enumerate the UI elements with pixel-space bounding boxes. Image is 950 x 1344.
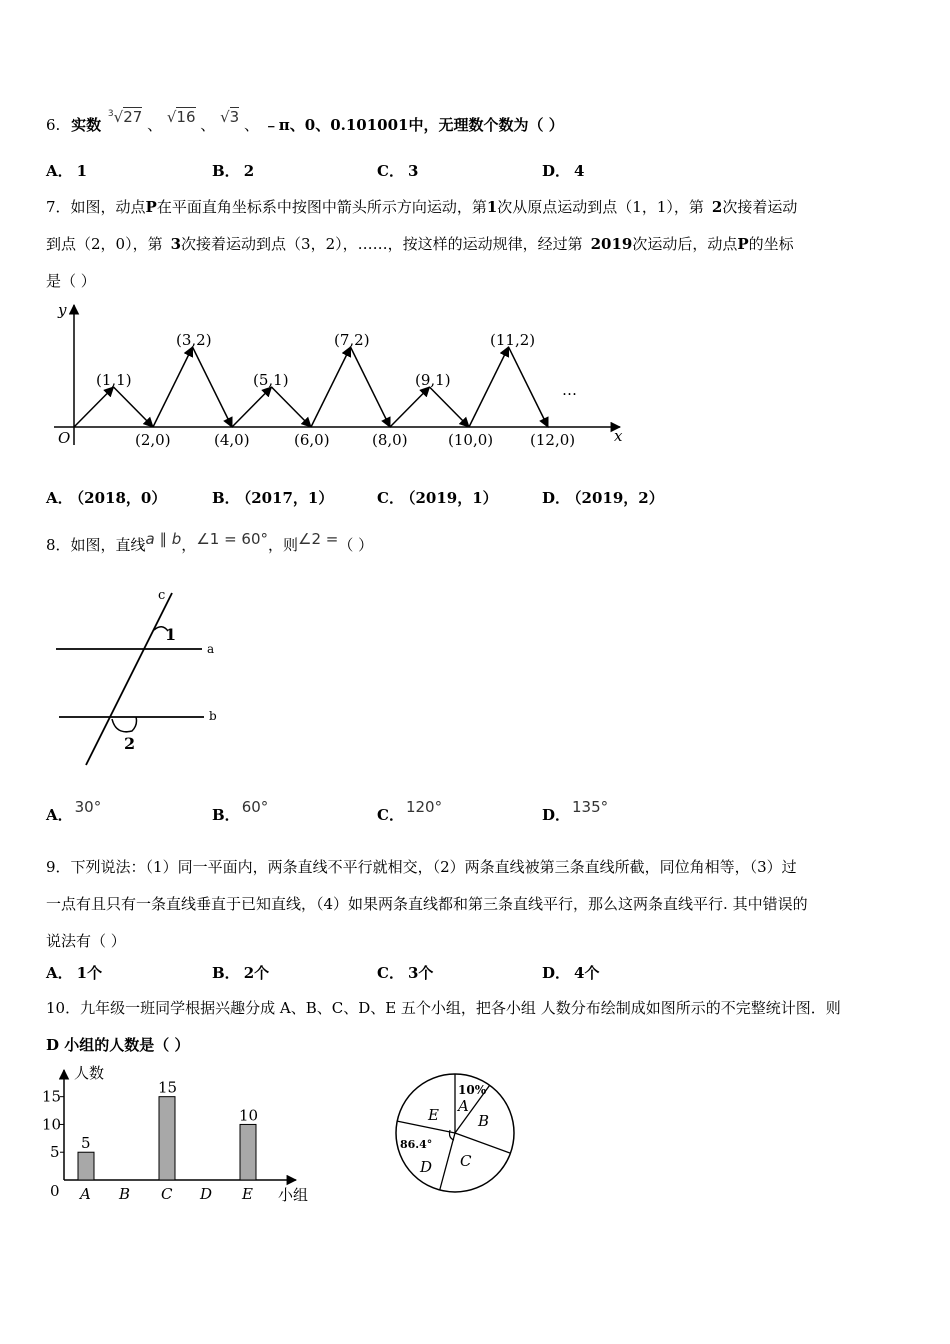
q7-option-b[interactable]: B． （2017，1） <box>212 489 334 507</box>
bar-category-label: B <box>119 1185 131 1203</box>
q8-label-a: a <box>207 642 215 656</box>
q6-sep-1: 、 <box>147 116 163 134</box>
q7-peak-label: (9,1) <box>415 371 451 389</box>
q7-graph <box>40 295 630 460</box>
q6-option-b[interactable]: B． 2 <box>212 162 255 180</box>
q7-line-2: 到点（2，0），第 3次接着运动到点（3，2），……，按这样的运动规律，经过第 2019次运动后，动点P的坐标 <box>46 235 794 253</box>
q7-path-segment <box>311 347 351 427</box>
q7-tick-label: (4,0) <box>214 431 250 449</box>
q6-stem <box>46 108 564 135</box>
q7-path-segment <box>351 347 391 427</box>
bar-data-label: 10 <box>239 1106 259 1125</box>
q9-option-a[interactable]: A． 1个 <box>46 964 103 982</box>
q7-path-segment <box>272 387 312 427</box>
bar-category-label: E <box>242 1185 253 1203</box>
q8-option-a[interactable]: A． 30° <box>46 798 102 824</box>
q7-path-segment <box>469 347 509 427</box>
q7-option-a[interactable]: A． （2018，0） <box>46 489 167 507</box>
q9-option-c[interactable]: C． 3个 <box>377 964 434 982</box>
bar-c <box>159 1097 175 1180</box>
q7-line-3: 是（ ） <box>46 272 96 290</box>
q10-bar-chart <box>40 1062 320 1212</box>
q7-path <box>74 347 548 427</box>
q9-line-1: 9．下列说法：（1）同一平面内，两条直线不平行就相交，（2）两条直线被第三条直线所截，同位角相等，（3）过 <box>46 858 797 876</box>
q6-suffix: 中，无理数个数为（ ） <box>408 116 564 134</box>
q8-option-c[interactable]: C． 120° <box>377 798 443 824</box>
q7-x-label: x <box>614 427 623 445</box>
q10-line-2: D 小组的人数是（ ） <box>46 1036 190 1054</box>
bar-y-tick-label: 5 <box>50 1143 60 1162</box>
pie-label-e: E <box>428 1106 439 1124</box>
q8-angle-2-arc <box>112 717 137 732</box>
q7-path-segment <box>232 387 272 427</box>
q7-path-segment <box>430 387 470 427</box>
q8-label-b: b <box>209 709 217 723</box>
q6-option-c[interactable]: C． 3 <box>377 162 419 180</box>
q10-line-1: 10．九年级一班同学根据兴趣分成 A、B、C、D、E 五个小组，把各小组 人数分布绘制成如图所示的不完整统计图．则 <box>46 999 841 1017</box>
q7-path-segment <box>509 347 549 427</box>
q8-label-c: c <box>158 588 166 603</box>
q7-path-segment <box>74 387 114 427</box>
q8-option-d[interactable]: D． 135° <box>542 798 609 824</box>
q7-option-d[interactable]: D． （2019，2） <box>542 489 664 507</box>
bar-y-label: 人数 <box>74 1064 105 1082</box>
q9-option-d[interactable]: D． 4个 <box>542 964 600 982</box>
q7-peak-label: (3,2) <box>176 331 212 349</box>
q7-ellipsis: … <box>562 381 577 399</box>
q7-path-segment <box>193 347 233 427</box>
q6-option-a[interactable]: A． 1 <box>46 162 88 180</box>
pie-label-d: D <box>420 1158 433 1176</box>
q10-pie-chart <box>390 1068 522 1198</box>
q7-peak-label: (7,2) <box>334 331 370 349</box>
q7-y-label: y <box>58 301 67 319</box>
q6-sep-3: 、 <box>243 116 259 134</box>
pie-label-c: C <box>460 1152 472 1170</box>
q8-math-angle2: ∠2 = <box>298 530 339 548</box>
bar-y-tick-label: 0 <box>50 1182 60 1200</box>
q7-tick-label: (8,0) <box>372 431 408 449</box>
q8-figure <box>44 585 234 775</box>
pie-label-a: A <box>458 1097 469 1115</box>
q8-label-angle2: 2 <box>124 734 136 753</box>
q7-option-c[interactable]: C． （2019，1） <box>377 489 498 507</box>
pie-label-b: B <box>478 1112 490 1130</box>
q6-option-d[interactable]: D． 4 <box>542 162 585 180</box>
pie-annotation-d: 86.4° <box>400 1138 433 1151</box>
q7-tick-label: (2,0) <box>135 431 171 449</box>
q7-tick-label: (10,0) <box>448 431 494 449</box>
q7-path-segment <box>114 387 154 427</box>
q8-math-angle1: ∠1 = 60° <box>196 530 268 548</box>
q6-root-index: 3 <box>107 109 114 119</box>
q7-path-segment <box>153 347 193 427</box>
q7-tick-label: (6,0) <box>294 431 330 449</box>
q8-label-angle1: 1 <box>165 625 177 644</box>
bar-a <box>78 1152 94 1180</box>
q6-root-16: √16 <box>166 108 196 126</box>
q8-stem: 8．如图，直线a ∥ b，∠1 = 60°，则∠2 =（ ） <box>46 530 374 554</box>
q7-tick-label: (12,0) <box>530 431 576 449</box>
q6-prefix: 实数 <box>71 116 102 134</box>
bar-x-label: 小组 <box>278 1186 309 1204</box>
q7-origin-label: O <box>58 429 71 447</box>
q9-option-b[interactable]: B． 2个 <box>212 964 270 982</box>
q9-line-2: 一点有且只有一条直线垂直于已知直线，（4）如果两条直线都和第三条直线平行，那么这两条直线平行. 其中错误的 <box>46 895 808 913</box>
q8-option-b[interactable]: B． 60° <box>212 798 269 824</box>
q7-path-segment <box>390 387 430 427</box>
bar-y-tick-label: 10 <box>42 1115 62 1134</box>
bar-y-tick-label: 15 <box>42 1087 62 1106</box>
q7-line-1: 7．如图，动点P在平面直角坐标系中按图中箭头所示方向运动，第1次从原点运动到点（1，1），第 2次接着运动 <box>46 198 798 216</box>
q7-peak-label: (11,2) <box>490 331 536 349</box>
q8-math-parallel: a ∥ b <box>145 530 182 548</box>
q7-peak-label: (1,1) <box>96 371 132 389</box>
q6-root-3: √3 <box>220 108 240 126</box>
q9-line-3: 说法有（ ） <box>46 932 126 950</box>
bar-data-label: 15 <box>158 1078 178 1097</box>
q6-root-27: $^3$√27 <box>107 108 143 126</box>
bar-data-label: 5 <box>81 1134 91 1153</box>
q6-sep-2: 、 <box>200 116 216 134</box>
pie-annotation-a: 10% <box>458 1083 487 1097</box>
q6-rest: ﹣π、0、0.101001 <box>263 116 409 134</box>
bar-category-label: D <box>200 1185 213 1203</box>
q7-peak-label: (5,1) <box>253 371 289 389</box>
bar-e <box>240 1124 256 1180</box>
bar-category-label: C <box>161 1185 173 1203</box>
bar-category-label: A <box>80 1185 91 1203</box>
q6-number: 6. <box>46 116 61 134</box>
